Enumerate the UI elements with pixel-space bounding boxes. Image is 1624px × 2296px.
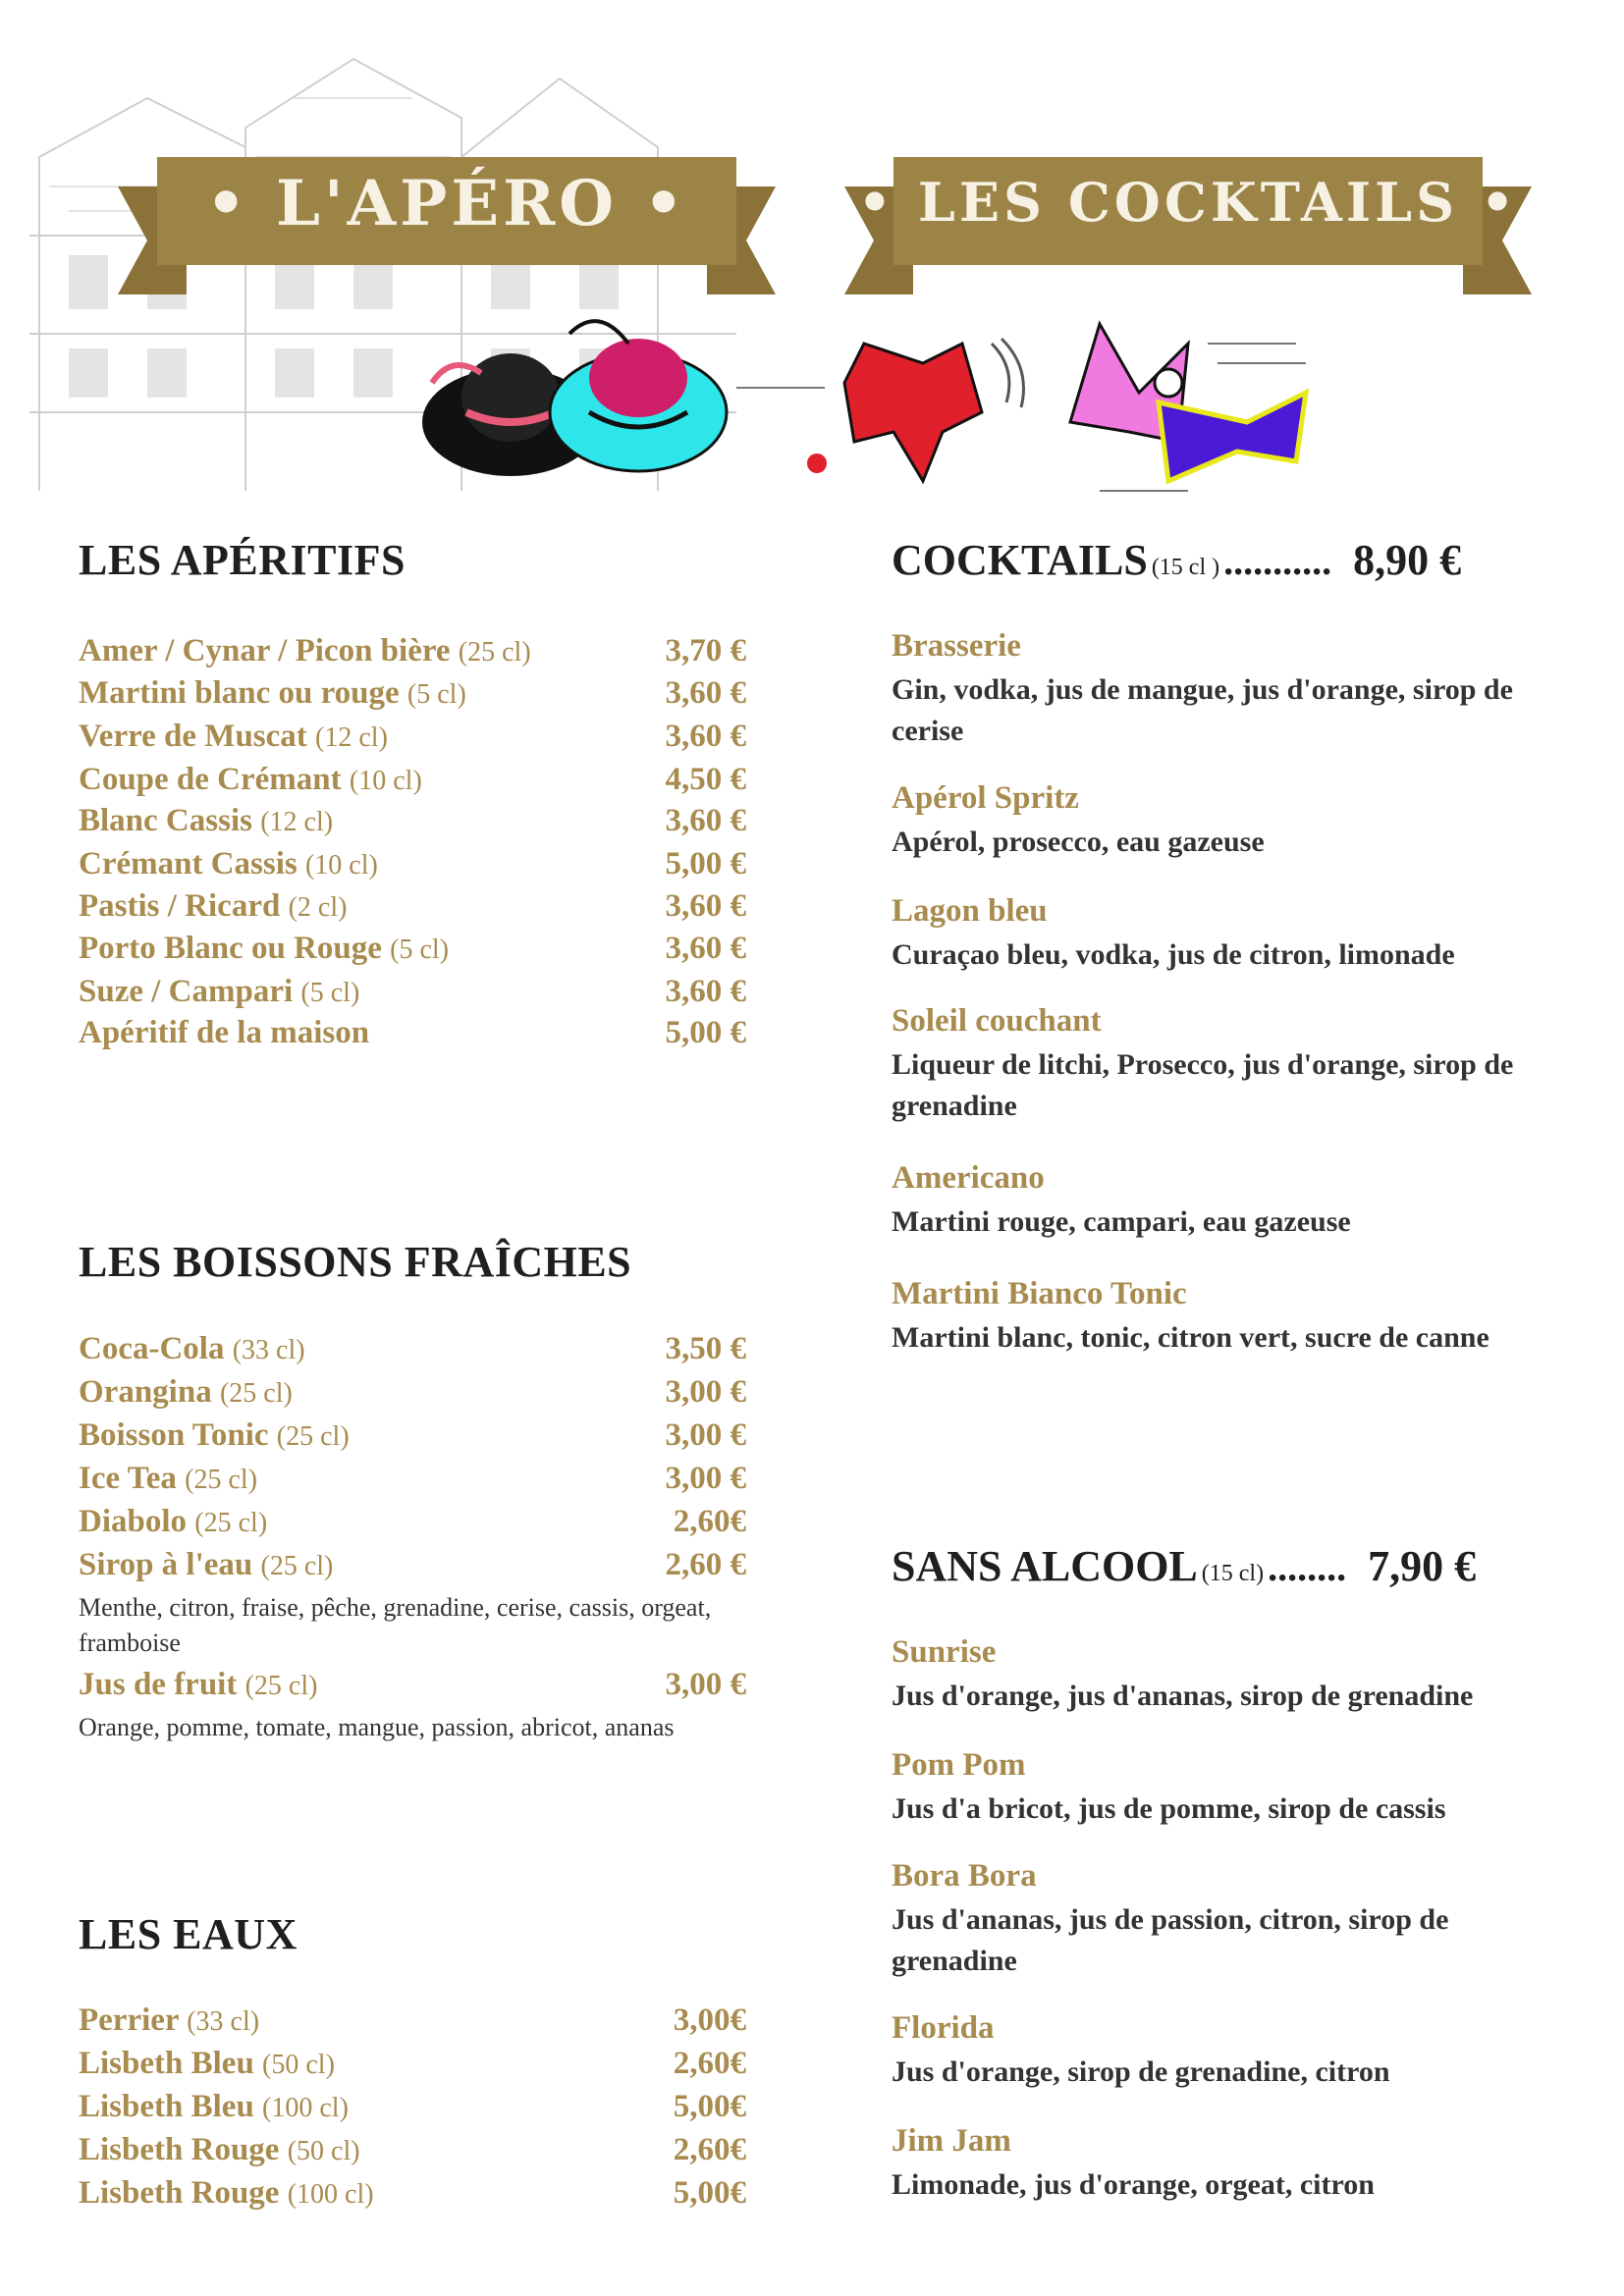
menu-item-row	[79, 1547, 746, 1590]
cocktails-title: COCKTAILS	[892, 536, 1148, 584]
menu-item-name: Blanc Cassis (12 cl)	[79, 803, 334, 838]
cocktail-name: Pom Pom	[892, 1747, 1026, 1783]
menu-item-row	[79, 2089, 746, 2132]
cocktail-name: Martini Bianco Tonic	[892, 1276, 1187, 1311]
menu-item-price: 3,00 €	[665, 1461, 746, 1496]
menu-item-size: (25 cl)	[276, 1421, 350, 1452]
menu-item-row	[79, 1461, 746, 1504]
menu-item-name: Apéritif de la maison	[79, 1015, 370, 1050]
menu-item-row	[79, 1417, 746, 1461]
menu-item-row	[79, 2002, 746, 2046]
menu-item-size: (25 cl)	[219, 1378, 293, 1409]
menu-item-row	[79, 1015, 746, 1058]
menu-item-row	[79, 1504, 746, 1547]
cocktail-description: Liqueur de litchi, Prosecco, jus d'orange, sirop de grenadine	[892, 1048, 1514, 1122]
menu-item-row	[79, 1374, 746, 1417]
menu-item-price: 5,00 €	[665, 846, 746, 881]
cocktails-size: (15 cl )	[1151, 555, 1220, 580]
menu-item-name: Amer / Cynar / Picon bière (25 cl)	[79, 633, 531, 668]
menu-item-size: (12 cl)	[315, 722, 388, 753]
menu-item-price: 3,60 €	[665, 719, 746, 754]
butterfly-bowtie-illustration	[1060, 304, 1326, 510]
cocktail-name: Lagon bleu	[892, 893, 1048, 929]
menu-item-price: 5,00 €	[665, 1015, 746, 1050]
apero-banner	[118, 147, 776, 294]
menu-item-size: (33 cl)	[232, 1335, 305, 1365]
menu-item-size: (33 cl)	[187, 2006, 260, 2037]
sans-alcool-price: 7,90 €	[1368, 1542, 1477, 1590]
menu-item-row	[79, 2132, 746, 2175]
menu-item-price: 3,70 €	[665, 633, 746, 668]
menu-item-name: Lisbeth Rouge (100 cl)	[79, 2175, 374, 2211]
menu-item-price: 3,60 €	[665, 931, 746, 966]
menu-item-price: 3,60 €	[665, 675, 746, 711]
menu-item-name: Coupe de Crémant (10 cl)	[79, 762, 422, 797]
apero-banner-title: • L'APÉRO •	[205, 167, 688, 240]
sans-alcool-dots: ........	[1268, 1545, 1347, 1589]
sans-alcool-title: SANS ALCOOL	[892, 1542, 1198, 1590]
menu-item-price: 3,00 €	[665, 1667, 746, 1702]
menu-item-price: 2,60€	[673, 2046, 746, 2081]
menu-item-price: 3,50 €	[665, 1331, 746, 1366]
menu-item-size: (25 cl)	[458, 637, 531, 667]
cocktails-header	[892, 535, 1461, 585]
cocktail-description: Martini blanc, tonic, citron vert, sucre de canne	[892, 1321, 1489, 1354]
menu-item-price: 5,00€	[673, 2089, 746, 2124]
menu-item-price: 3,60 €	[665, 888, 746, 924]
menu-item-name: Orangina (25 cl)	[79, 1374, 293, 1410]
menu-item-name: Pastis / Ricard (2 cl)	[79, 888, 348, 924]
cocktail-name: Sunrise	[892, 1634, 997, 1670]
menu-item-name: Ice Tea (25 cl)	[79, 1461, 258, 1496]
menu-item-name: Diabolo (25 cl)	[79, 1504, 268, 1539]
menu-item-row	[79, 974, 746, 1017]
menu-item-price: 3,00€	[673, 2002, 746, 2038]
menu-item-price: 5,00€	[673, 2175, 746, 2211]
menu-item-name: Lisbeth Rouge (50 cl)	[79, 2132, 360, 2167]
cocktail-name: Apérol Spritz	[892, 780, 1079, 816]
menu-item-size: (25 cl)	[185, 1465, 258, 1495]
menu-item-price: 3,00 €	[665, 1417, 746, 1453]
cocktails-dots: ...........	[1223, 539, 1332, 583]
cocktails-banner	[844, 147, 1532, 294]
cocktail-name: Brasserie	[892, 628, 1021, 664]
cocktail-description: Curaçao bleu, vodka, jus de citron, limonade	[892, 938, 1455, 971]
cocktail-name: Americano	[892, 1160, 1045, 1196]
cocktail-name: Bora Bora	[892, 1858, 1037, 1894]
cocktails-banner-title: • LES COCKTAILS •	[857, 171, 1519, 234]
cocktails-price: 8,90 €	[1353, 536, 1462, 584]
menu-item-size: (12 cl)	[260, 807, 334, 837]
hats-illustration	[422, 304, 736, 501]
sans-alcool-header	[892, 1541, 1476, 1591]
menu-item-size: (50 cl)	[262, 2050, 335, 2080]
menu-item-price: 3,00 €	[665, 1374, 746, 1410]
cocktail-name: Florida	[892, 2010, 995, 2046]
menu-item-name: Perrier (33 cl)	[79, 2002, 260, 2038]
menu-item-name: Suze / Campari (5 cl)	[79, 974, 360, 1009]
menu-item-row	[79, 931, 746, 974]
menu-item-row	[79, 2175, 746, 2218]
menu-item-row	[79, 846, 746, 889]
cocktail-description: Jus d'a bricot, jus de pomme, sirop de cassis	[892, 1792, 1446, 1825]
menu-item-size: (25 cl)	[194, 1508, 268, 1538]
menu-item-size: (25 cl)	[260, 1551, 334, 1581]
menu-item-name: Jus de fruit (25 cl)	[79, 1667, 318, 1702]
menu-item-row	[79, 762, 746, 805]
menu-item-row	[79, 675, 746, 719]
menu-item-name: Coca-Cola (33 cl)	[79, 1331, 305, 1366]
menu-item-price: 3,60 €	[665, 803, 746, 838]
menu-item-name: Martini blanc ou rouge (5 cl)	[79, 675, 466, 711]
menu-item-row	[79, 1667, 746, 1710]
sans-alcool-size: (15 cl)	[1201, 1561, 1265, 1586]
menu-item-name: Lisbeth Bleu (50 cl)	[79, 2046, 335, 2081]
menu-item-name: Boisson Tonic (25 cl)	[79, 1417, 350, 1453]
menu-item-price: 3,60 €	[665, 974, 746, 1009]
menu-item-row	[79, 803, 746, 846]
menu-item-price: 2,60 €	[665, 1547, 746, 1582]
menu-item-size: (50 cl)	[287, 2136, 360, 2166]
menu-item-size: (5 cl)	[406, 679, 466, 710]
cocktail-description: Jus d'orange, jus d'ananas, sirop de grenadine	[892, 1680, 1474, 1712]
menu-item-row	[79, 1331, 746, 1374]
menu-item-name: Crémant Cassis (10 cl)	[79, 846, 378, 881]
menu-item-price: 4,50 €	[665, 762, 746, 797]
menu-item-size: (10 cl)	[349, 766, 422, 796]
menu-item-name: Porto Blanc ou Rouge (5 cl)	[79, 931, 450, 966]
cocktail-name: Soleil couchant	[892, 1003, 1102, 1039]
menu-item-price: 2,60€	[673, 2132, 746, 2167]
cocktail-description: Apérol, prosecco, eau gazeuse	[892, 826, 1265, 858]
cocktail-description: Jus d'ananas, jus de passion, citron, sirop de grenadine	[892, 1903, 1449, 1977]
menu-item-row	[79, 888, 746, 932]
menu-item-row	[79, 2046, 746, 2089]
cocktail-description: Martini rouge, campari, eau gazeuse	[892, 1205, 1351, 1238]
aperitifs-title: LES APÉRITIFS	[79, 536, 406, 584]
cocktail-description: Jus d'orange, sirop de grenadine, citron	[892, 2056, 1390, 2088]
cocktail-name: Jim Jam	[892, 2123, 1011, 2159]
menu-item-size: (25 cl)	[244, 1671, 318, 1701]
fraiches-title: LES BOISSONS FRAÎCHES	[79, 1238, 632, 1286]
red-bowtie-illustration	[727, 324, 1060, 491]
menu-item-size: (2 cl)	[288, 892, 348, 923]
menu-item-size: (10 cl)	[304, 850, 378, 881]
menu-item-size: (5 cl)	[300, 978, 360, 1008]
menu-item-row	[79, 633, 746, 676]
menu-item-price: 2,60€	[673, 1504, 746, 1539]
menu-item-size: (100 cl)	[287, 2179, 374, 2210]
menu-item-name: Verre de Muscat (12 cl)	[79, 719, 388, 754]
menu-item-name: Sirop à l'eau (25 cl)	[79, 1547, 334, 1582]
cocktail-description: Limonade, jus d'orange, orgeat, citron	[892, 2168, 1375, 2201]
menu-item-size: (100 cl)	[262, 2093, 349, 2123]
sirop-description: Menthe, citron, fraise, pêche, grenadine, cerise, cassis, orgeat, framboise	[79, 1593, 712, 1657]
menu-item-name: Lisbeth Bleu (100 cl)	[79, 2089, 349, 2124]
cocktail-description: Gin, vodka, jus de mangue, jus d'orange, sirop de cerise	[892, 673, 1513, 747]
jus-description: Orange, pomme, tomate, mangue, passion, abricot, ananas	[79, 1713, 675, 1741]
menu-item-row	[79, 719, 746, 762]
menu-item-size: (5 cl)	[390, 934, 450, 965]
eaux-title: LES EAUX	[79, 1910, 298, 1958]
